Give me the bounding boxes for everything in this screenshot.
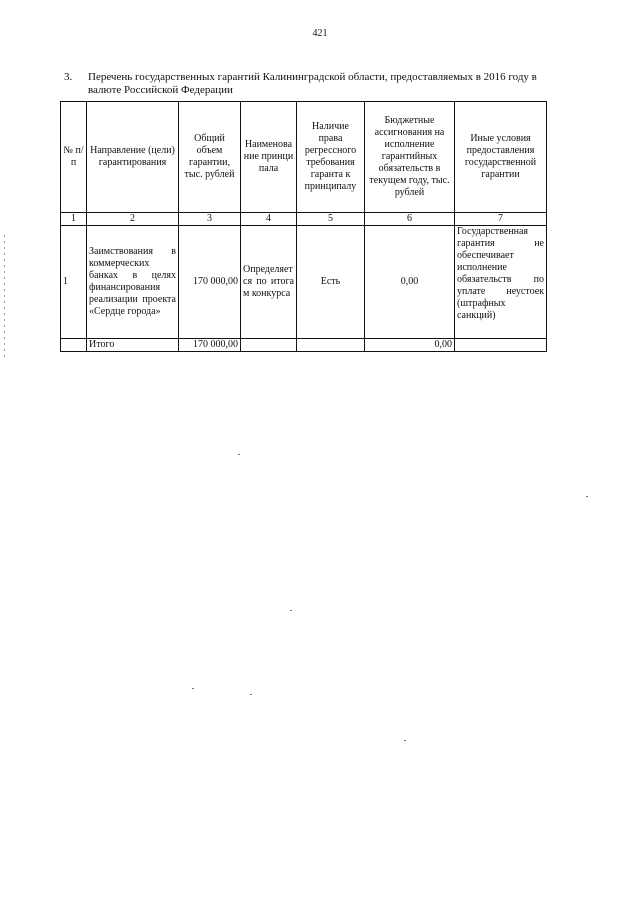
total-row [61, 339, 547, 352]
total-empty-cell [297, 339, 365, 352]
row-number: 1 [61, 226, 87, 339]
total-empty-cell [61, 339, 87, 352]
scan-speck [238, 454, 240, 455]
header-principal: Наименование принципала [241, 102, 297, 213]
header-purpose: Направление (цели) гарантирования [87, 102, 179, 213]
table-row [61, 226, 547, 339]
column-number: 2 [87, 213, 179, 226]
total-amount: 170 000,00 [179, 339, 241, 352]
scan-speck [290, 610, 292, 611]
column-number: 6 [365, 213, 455, 226]
guarantees-table [60, 101, 547, 352]
header-amount: Общий объем гарантии, тыс. рублей [179, 102, 241, 213]
column-number: 7 [455, 213, 547, 226]
row-regress: Есть [297, 226, 365, 339]
total-label: Итого [87, 339, 179, 352]
column-number: 3 [179, 213, 241, 226]
header-budget: Бюджетные ассигнования на исполнение гарантийных обязательств в текущем году, тыс. рублей [365, 102, 455, 213]
column-number: 5 [297, 213, 365, 226]
section-title: Перечень государственных гарантий Калининградской области, предоставляемых в 2016 году в валюте Российской Федерации [88, 71, 537, 96]
header-regress: Наличие права регрессного требования гаранта к принципалу [297, 102, 365, 213]
row-budget: 0,00 [365, 226, 455, 339]
row-purpose: Заимствования в коммерческих банках в целях финансирования реализации проекта «Сердце города» [87, 226, 179, 339]
scan-speck [192, 688, 194, 689]
total-budget: 0,00 [365, 339, 455, 352]
header-conditions: Иные условия предоставления государственной гарантии [455, 102, 547, 213]
section-number: 3. [64, 71, 73, 83]
row-amount: 170 000,00 [179, 226, 241, 339]
row-principal: Определяется по итогам конкурса [241, 226, 297, 339]
total-empty-cell [241, 339, 297, 352]
column-number-row [61, 213, 547, 226]
scan-margin-mark [4, 235, 5, 360]
scan-speck [250, 694, 252, 695]
scan-speck [586, 496, 588, 497]
total-empty-cell [455, 339, 547, 352]
scan-speck [404, 740, 406, 741]
column-number: 1 [61, 213, 87, 226]
row-conditions: Государственная гарантия не обеспечивает исполнение обязательств по уплате неустоек (штрафных санкций) [455, 226, 547, 339]
header-number: № п/п [61, 102, 87, 213]
header-row [61, 102, 547, 213]
page-number: 421 [312, 28, 328, 39]
column-number: 4 [241, 213, 297, 226]
